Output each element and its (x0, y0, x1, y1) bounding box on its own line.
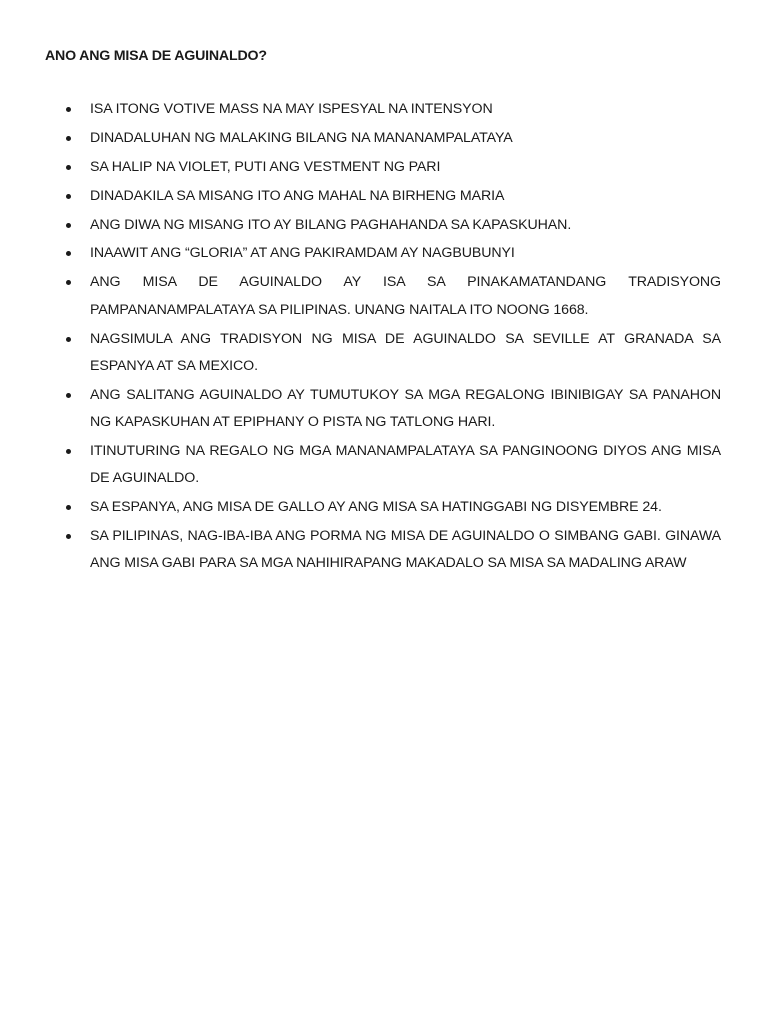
list-item (0, 523, 768, 578)
bullet-icon (66, 534, 71, 539)
bullet-icon (66, 280, 71, 285)
bullet-icon (66, 251, 71, 256)
list-item (0, 240, 768, 267)
list-item-text: INAAWIT ANG “GLORIA” AT ANG PAKIRAMDAM AY NAGBUBUNYI (90, 245, 515, 262)
bullet-icon (66, 136, 71, 141)
bullet-list (0, 96, 768, 579)
list-item-text: ANG MISA DE AGUINALDO AY ISA SA PINAKAMATANDANG TRADISYONG PAMPANANAMPALATAYA SA PILIPINAS. UNANG NAITALA ITO NOONG 1668. (90, 274, 721, 318)
list-item-text: SA ESPANYA, ANG MISA DE GALLO AY ANG MISA SA HATINGGABI NG DISYEMBRE 24. (90, 499, 662, 516)
list-item (0, 326, 768, 381)
list-item (0, 125, 768, 152)
list-item-text: ANG DIWA NG MISANG ITO AY BILANG PAGHAHANDA SA KAPASKUHAN. (90, 216, 572, 233)
bullet-icon (66, 505, 71, 510)
list-item (0, 438, 768, 493)
list-item-text: SA HALIP NA VIOLET, PUTI ANG VESTMENT NG PARI (90, 158, 441, 175)
list-item (0, 382, 768, 437)
list-item (0, 269, 768, 324)
bullet-icon (66, 337, 71, 342)
list-item (0, 96, 768, 123)
list-item (0, 212, 768, 239)
bullet-icon (66, 449, 71, 454)
list-item-text: NAGSIMULA ANG TRADISYON NG MISA DE AGUINALDO SA SEVILLE AT GRANADA SA ESPANYA AT SA MEXICO. (90, 330, 721, 374)
list-item-text: SA PILIPINAS, NAG-IBA-IBA ANG PORMA NG MISA DE AGUINALDO O SIMBANG GABI. GINAWA ANG MISA GABI PARA SA MGA NAHIHIRAPANG MAKADALO SA MISA SA MADALING ARAW (90, 527, 721, 572)
bullet-icon (66, 107, 71, 112)
bullet-icon (66, 194, 71, 199)
list-item (0, 494, 768, 521)
list-item-text: DINADAKILA SA MISANG ITO ANG MAHAL NA BIRHENG MARIA (90, 187, 505, 204)
list-item-text: DINADALUHAN NG MALAKING BILANG NA MANANAMPALATAYA (90, 129, 513, 146)
list-item (0, 154, 768, 181)
document-title: ANO ANG MISA DE AGUINALDO? (45, 48, 267, 64)
list-item (0, 183, 768, 210)
bullet-icon (66, 165, 71, 170)
list-item-text: ITINUTURING NA REGALO NG MGA MANANAMPALATAYA SA PANGINOONG DIYOS ANG MISA DE AGUINALDO. (90, 442, 721, 487)
list-item-text: ISA ITONG VOTIVE MASS NA MAY ISPESYAL NA INTENSYON (90, 101, 493, 117)
bullet-icon (66, 223, 71, 228)
list-item-text: ANG SALITANG AGUINALDO AY TUMUTUKOY SA MGA REGALONG IBINIBIGAY SA PANAHON NG KAPASKUHAN AT EPIPHANY O PISTA NG TATLONG HARI. (90, 386, 721, 431)
bullet-icon (66, 393, 71, 398)
